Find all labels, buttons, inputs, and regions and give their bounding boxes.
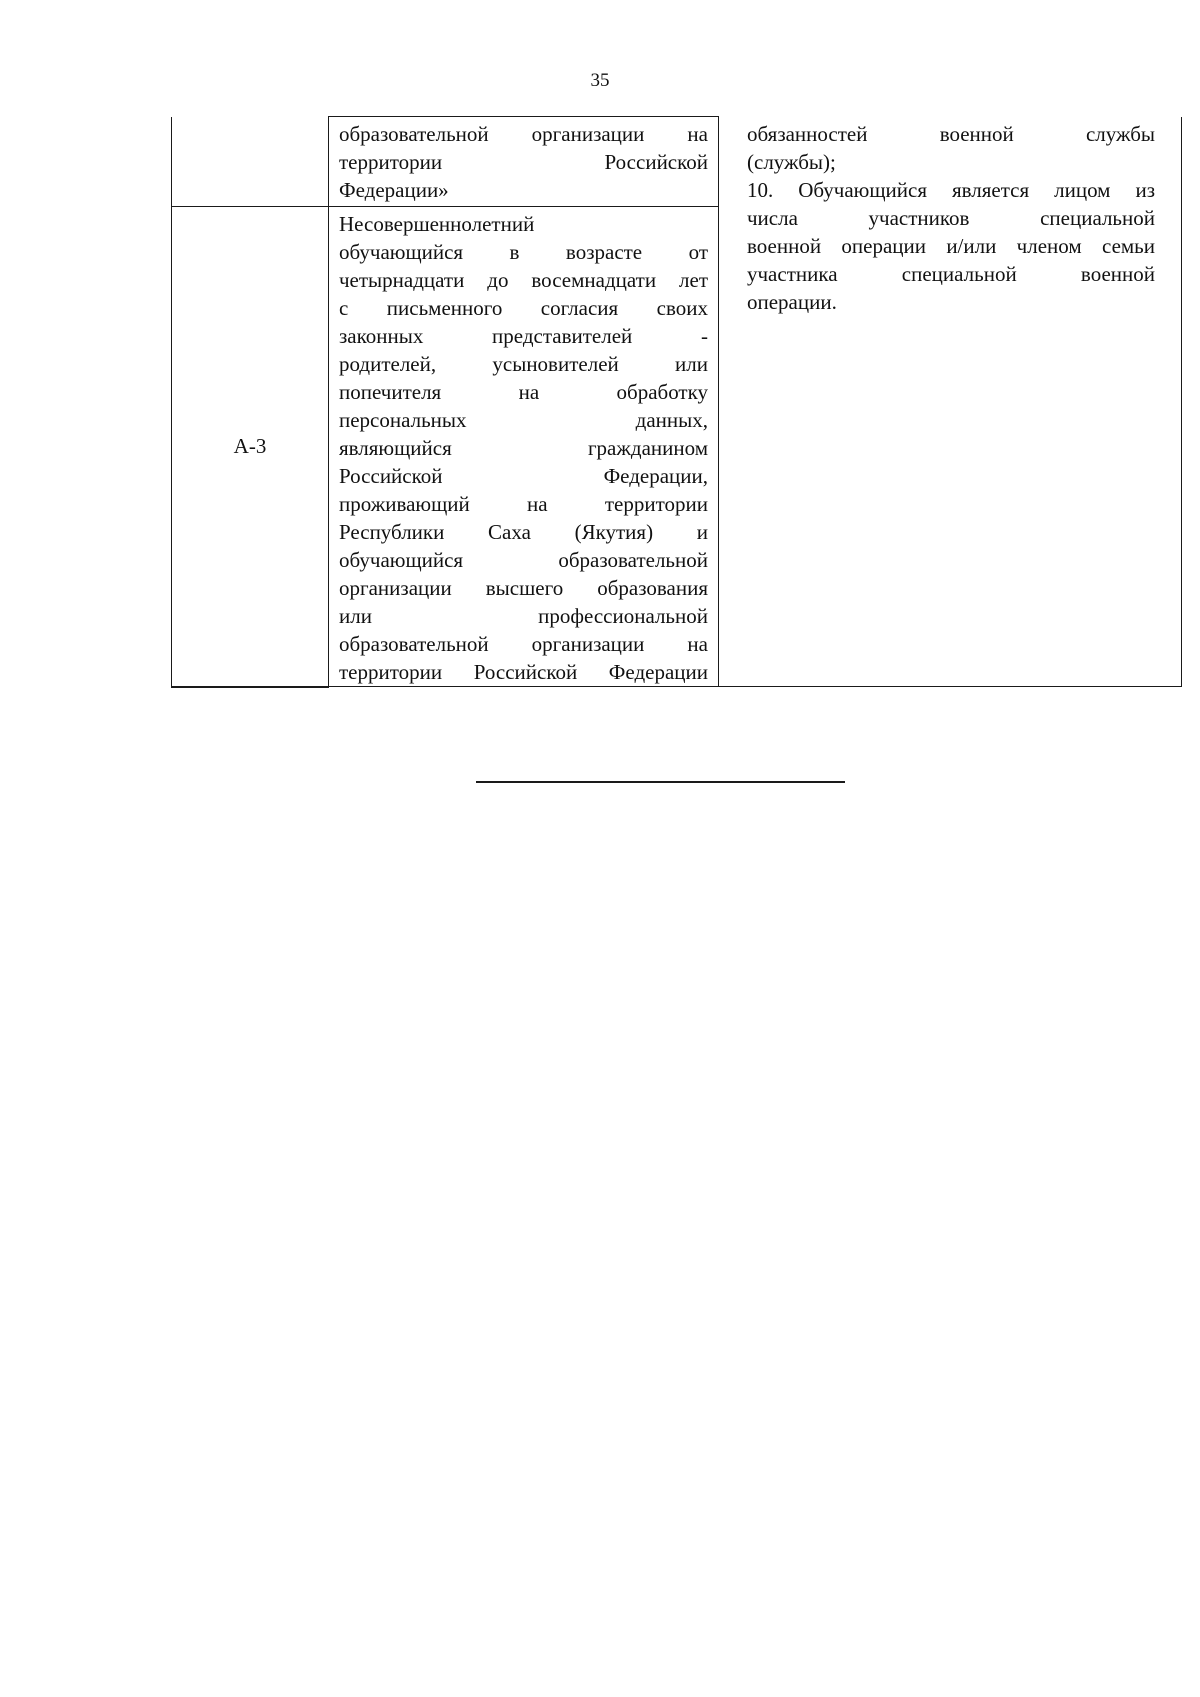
text-line: территории Российской Федерации — [339, 660, 708, 684]
criteria-cell — [719, 117, 1182, 687]
text-line: родителей, усыновителей или — [339, 352, 708, 376]
text-line: образовательной организации на — [339, 632, 708, 656]
table-row — [172, 117, 1182, 207]
text-line: четырнадцати до восемнадцати лет — [339, 268, 708, 292]
page-number: 35 — [590, 70, 610, 91]
category-description-cell — [329, 117, 719, 207]
text-line: являющийся гражданином — [339, 436, 708, 460]
text-line: образовательной организации на — [339, 122, 708, 146]
text-line: Российской Федерации, — [339, 464, 708, 488]
text-line: законных представителей - — [339, 324, 708, 348]
text-line: попечителя на обработку — [339, 380, 708, 404]
text-line: Несовершеннолетний — [339, 212, 535, 236]
category-code-cell: А-3 — [172, 207, 329, 687]
text-line: Федерации» — [339, 178, 449, 202]
text-line: или профессиональной — [339, 604, 708, 628]
text-line: участника специальной военной — [747, 261, 1155, 286]
text-line: территории Российской — [339, 150, 708, 174]
end-of-section-rule — [476, 781, 845, 783]
text-line: с письменного согласия своих — [339, 296, 708, 320]
text-line: обучающийся в возрасте от — [339, 240, 708, 264]
category-code-cell — [172, 117, 329, 207]
text-line: (службы); — [747, 149, 836, 174]
document-table — [171, 116, 1182, 688]
text-line: организации высшего образования — [339, 576, 708, 600]
category-description-cell — [329, 207, 719, 687]
text-line: военной операции и/или членом семьи — [747, 233, 1155, 258]
text-line: операции. — [747, 289, 837, 314]
text-line: обучающийся образовательной — [339, 548, 708, 572]
text-line: обязанностей военной службы — [747, 121, 1155, 146]
text-line: 10. Обучающийся является лицом из — [747, 177, 1155, 202]
text-line: персональных данных, — [339, 408, 708, 432]
text-line: проживающий на территории — [339, 492, 708, 516]
text-line: числа участников специальной — [747, 205, 1155, 230]
text-line: Республики Саха (Якутия) и — [339, 520, 708, 544]
